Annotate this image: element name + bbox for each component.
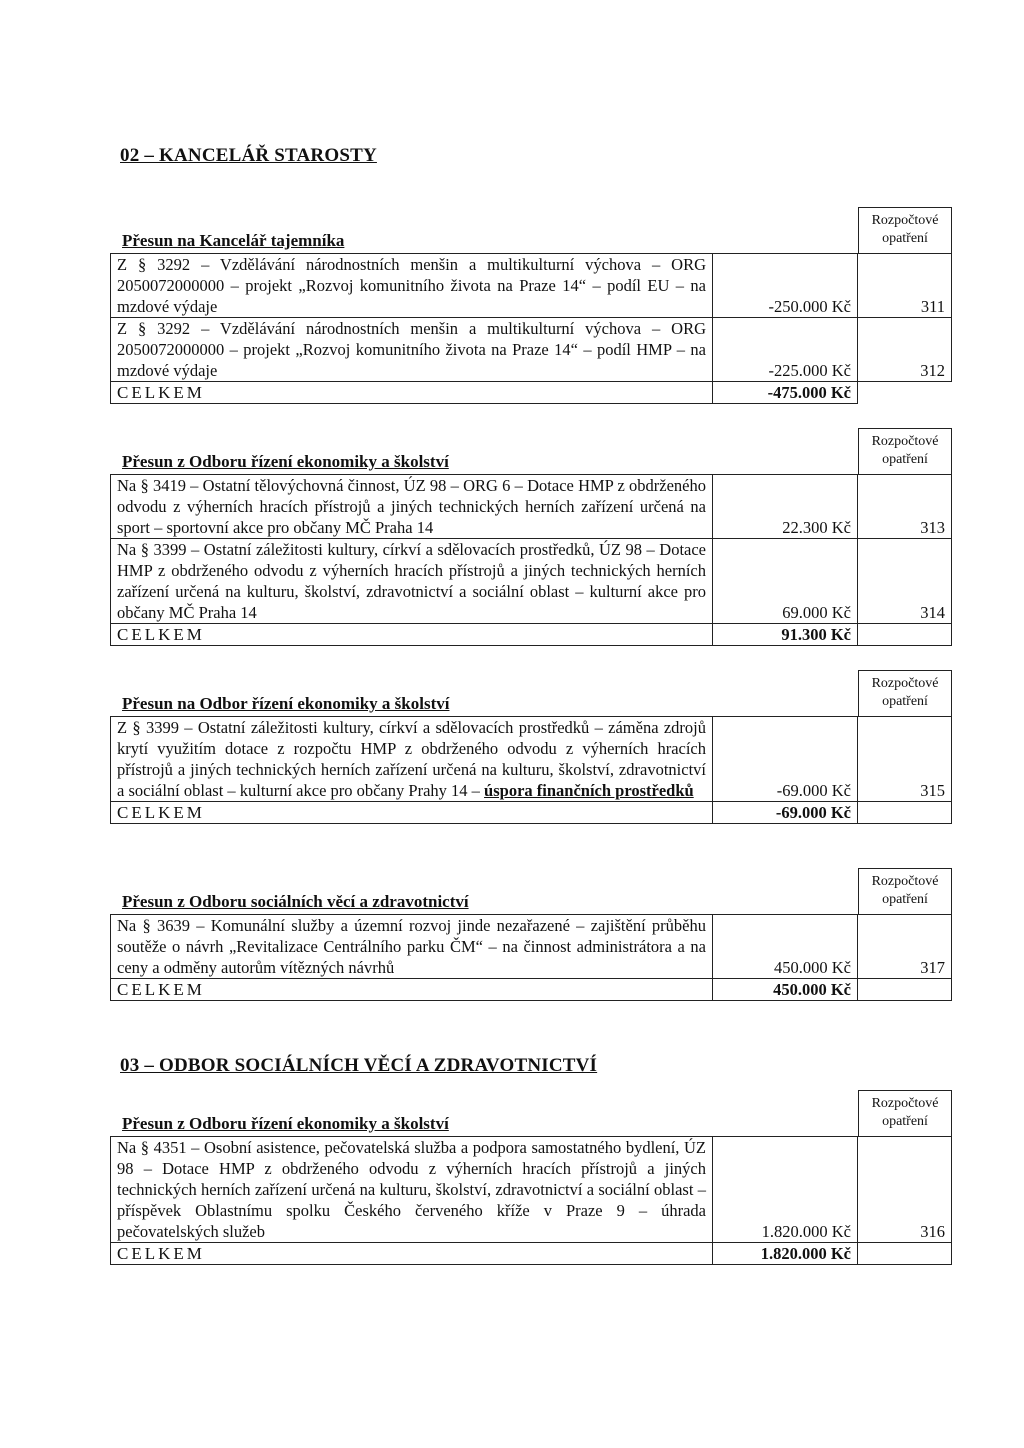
row-description: Z § 3292 – Vzdělávání národnostních menšin a multikulturní výchova – ORG 2050072000000 – projekt „Rozvoj komunitního života na Praze 14“ – podíl EU – na mzdové výdaje <box>111 254 713 318</box>
budget-block-5 <box>110 1090 952 1265</box>
total-amount: -69.000 Kč <box>713 802 858 824</box>
total-label: CELKEM <box>111 802 713 824</box>
row-measure-number: 317 <box>858 915 952 979</box>
row-amount: 450.000 Kč <box>713 915 858 979</box>
budget-table <box>110 914 952 1001</box>
block-title: Přesun z Odboru řízení ekonomiky a školství <box>122 1114 449 1133</box>
row-amount: 22.300 Kč <box>713 475 858 539</box>
total-empty-cell <box>858 979 952 1001</box>
table-row <box>111 1137 952 1243</box>
row-measure-number: 315 <box>858 717 952 802</box>
total-amount: -475.000 Kč <box>713 382 858 404</box>
rozpoctove-opatreni-header: Rozpočtové opatření <box>858 207 952 253</box>
row-measure-number: 312 <box>858 318 952 382</box>
budget-block-2 <box>110 428 952 646</box>
budget-table <box>110 1136 952 1265</box>
budget-block-1 <box>110 207 952 404</box>
budget-block-3 <box>110 670 952 824</box>
table-row <box>111 475 952 539</box>
total-row <box>111 979 952 1001</box>
table-row <box>111 539 952 624</box>
row-description <box>111 717 713 802</box>
total-empty-cell <box>858 1243 952 1265</box>
section-title-03: 03 – ODBOR SOCIÁLNÍCH VĚCÍ A ZDRAVOTNICTVÍ <box>120 1055 598 1076</box>
row-amount: -250.000 Kč <box>713 254 858 318</box>
row-measure-number: 314 <box>858 539 952 624</box>
budget-table <box>110 253 952 404</box>
rozpoctove-opatreni-header: Rozpočtové opatření <box>858 428 952 474</box>
total-empty-cell <box>858 624 952 646</box>
row-amount: 1.820.000 Kč <box>713 1137 858 1243</box>
rozpoctove-opatreni-header: Rozpočtové opatření <box>858 868 952 914</box>
row-description: Na § 3399 – Ostatní záležitosti kultury, církví a sdělovacích prostředků, ÚZ 98 – Dotace HMP z obdrženého odvodu z výherních hracích přístrojů a jiných technických herních zařízení určená na kulturu, školství, zdravotnictví a sociální oblast – kulturní akce pro občany MČ Praha 14 <box>111 539 713 624</box>
block-title: Přesun z Odboru sociálních věcí a zdravotnictví <box>122 892 469 911</box>
total-empty-cell <box>858 802 952 824</box>
budget-table <box>110 474 952 646</box>
total-amount: 91.300 Kč <box>713 624 858 646</box>
total-row <box>111 802 952 824</box>
block-title: Přesun z Odboru řízení ekonomiky a školství <box>122 452 449 471</box>
row-amount: 69.000 Kč <box>713 539 858 624</box>
table-row <box>111 717 952 802</box>
total-amount: 1.820.000 Kč <box>713 1243 858 1265</box>
row-description: Na § 4351 – Osobní asistence, pečovatelská služba a podpora samostatného bydlení, ÚZ 98 – Dotace HMP z obdrženého odvodu z výherních hracích přístrojů a jiných technických herních zařízení určená na kulturu, školství, zdravotnictví a sociální oblast – příspěvek Oblastnímu spolku Českého červeného kříže v Praze 9 – úhrada pečovatelských služeb <box>111 1137 713 1243</box>
total-row <box>111 382 952 404</box>
row-description: Na § 3639 – Komunální služby a územní rozvoj jinde nezařazené – zajištění průběhu soutěže o návrh „Revitalizace Centrálního parku ČM“ – na činnost administrátora a na ceny a odměny autorům vítězných návrhů <box>111 915 713 979</box>
row-amount: -225.000 Kč <box>713 318 858 382</box>
total-label: CELKEM <box>111 624 713 646</box>
total-row <box>111 1243 952 1265</box>
budget-block-4 <box>110 868 952 1001</box>
total-label: CELKEM <box>111 1243 713 1265</box>
row-description: Z § 3292 – Vzdělávání národnostních menšin a multikulturní výchova – ORG 2050072000000 – projekt „Rozvoj komunitního života na Praze 14“ – podíl HMP – na mzdové výdaje <box>111 318 713 382</box>
budget-table <box>110 716 952 824</box>
row-description-bold: úspora finančních prostředků <box>484 781 694 800</box>
total-empty-cell <box>858 382 952 404</box>
total-label: CELKEM <box>111 979 713 1001</box>
table-row <box>111 254 952 318</box>
block-title: Přesun na Odbor řízení ekonomiky a školství <box>122 694 450 713</box>
row-description: Na § 3419 – Ostatní tělovýchovná činnost, ÚZ 98 – ORG 6 – Dotace HMP z obdrženého odvodu z výherních hracích přístrojů a jiných technických herních zařízení určená na sport – sportovní akce pro občany MČ Praha 14 <box>111 475 713 539</box>
rozpoctove-opatreni-header: Rozpočtové opatření <box>858 670 952 716</box>
section-title-02: 02 – KANCELÁŘ STAROSTY <box>120 145 377 166</box>
row-amount: -69.000 Kč <box>713 717 858 802</box>
total-row <box>111 624 952 646</box>
rozpoctove-opatreni-header: Rozpočtové opatření <box>858 1090 952 1136</box>
row-measure-number: 311 <box>858 254 952 318</box>
total-label: CELKEM <box>111 382 713 404</box>
row-description-text: Z § 3399 – Ostatní záležitosti kultury, církví a sdělovacích prostředků – záměna zdrojů krytí využitím dotace z rozpočtu HMP z obdrženého odvodu z výherních hracích přístrojů a jiných technických herních zařízení určená na kulturu, školství, zdravotnictví a sociální oblast – kulturní akce pro občany Prahy 14 – <box>117 718 706 800</box>
table-row <box>111 318 952 382</box>
row-measure-number: 316 <box>858 1137 952 1243</box>
row-measure-number: 313 <box>858 475 952 539</box>
block-title: Přesun na Kancelář tajemníka <box>122 231 345 250</box>
total-amount: 450.000 Kč <box>713 979 858 1001</box>
table-row <box>111 915 952 979</box>
